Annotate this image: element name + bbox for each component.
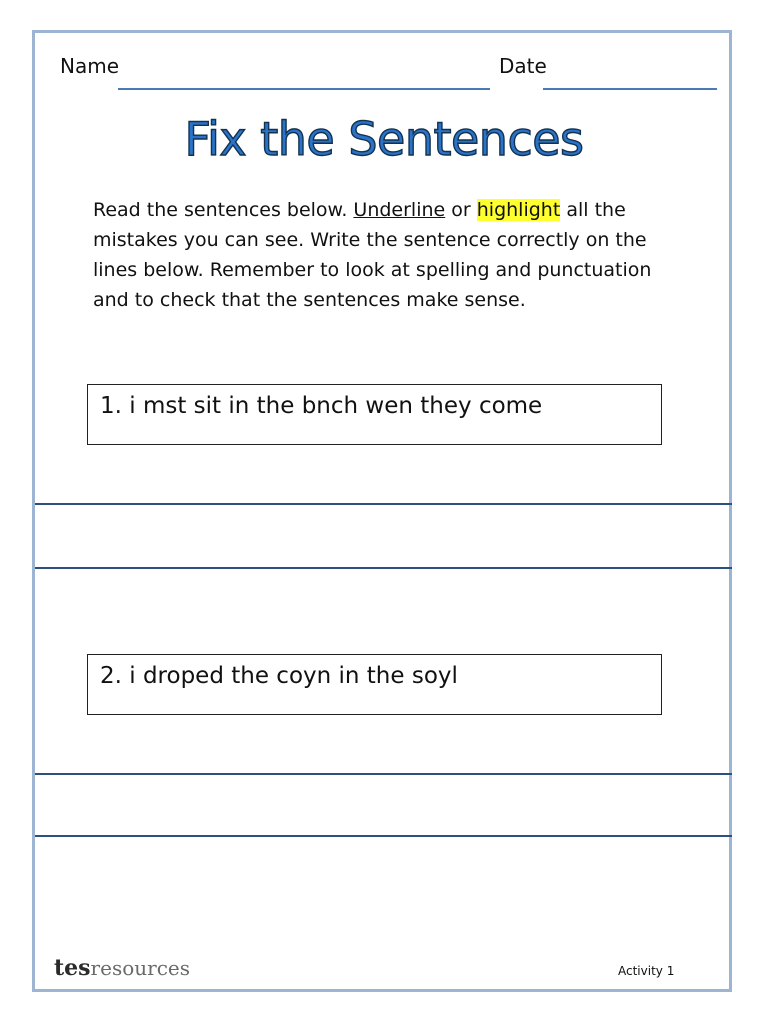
name-field-line[interactable] <box>118 88 490 90</box>
highlight-word: highlight <box>476 199 561 221</box>
worksheet-title: Fix the Sentences <box>184 112 584 166</box>
instructions-part-2: or <box>445 199 477 221</box>
name-label: Name <box>60 54 120 78</box>
date-field-line[interactable] <box>543 88 717 90</box>
sentence-box-2: 2. i droped the coyn in the soyl <box>87 654 662 715</box>
underline-word: Underline <box>353 199 446 221</box>
date-label: Date <box>499 54 547 78</box>
instructions-part-3: all the mistakes you can see. Write the sentence correctly on the lines below. Remember to look at spelling and punctuation and to check that the sentences make sense. <box>93 199 652 311</box>
answer-line-1a[interactable] <box>35 503 732 505</box>
page-border <box>32 30 732 992</box>
logo-brand: tes <box>54 955 91 981</box>
instructions-text <box>93 195 693 315</box>
activity-label: Activity 1 <box>618 964 675 978</box>
logo-word: resources <box>90 956 190 980</box>
answer-line-1b[interactable] <box>35 567 732 569</box>
answer-line-2a[interactable] <box>35 773 732 775</box>
tes-resources-logo <box>54 955 190 981</box>
answer-line-2b[interactable] <box>35 835 732 837</box>
instructions-part-1: Read the sentences below. <box>93 199 354 221</box>
sentence-box-1: 1. i mst sit in the bnch wen they come <box>87 384 662 445</box>
